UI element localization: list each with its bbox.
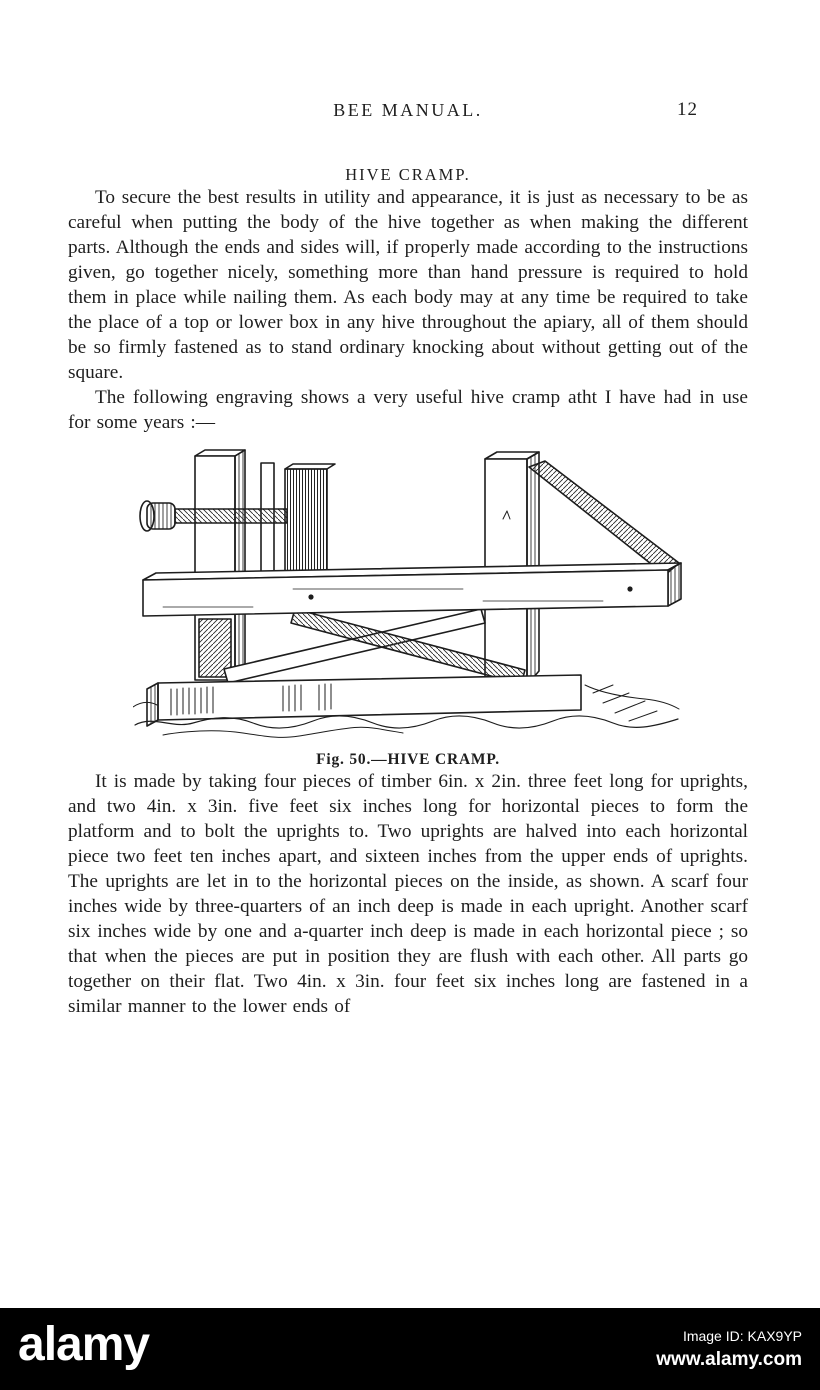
hive-cramp-engraving-illustration [133, 449, 683, 741]
watermark-meta [656, 1328, 802, 1371]
paragraph-3: It is made by taking four pieces of timber 6in. x 2in. three feet long for uprights, and two 4in. x 3in. five feet six inches long for horizontal pieces to form the platform and to bolt the uprights to. Two uprights are halved into each horizontal piece two feet ten inches apart, and sixteen inches from the upper ends of uprights. The uprights are let in to the horizontal pieces on the inside, as shown. A scarf four inches wide by three-quarters of an inch deep is made in each upright. Another scarf six inches wide by one and a-quarter inch deep is made in each horizontal piece ; so that when the pieces are put in position they are flush with each other. All parts go together on their flat. Two 4in. x 3in. four feet six inches long are fastened in a similar manner to the lower ends of [68, 771, 748, 1017]
section-heading: HIVE CRAMP. [345, 165, 471, 184]
paragraph-1: To secure the best results in utility and appearance, it is just as necessary to be as careful when putting the body of the hive together as when making the different parts. Although the ends and sides will, if properly made according to the instructions given, go together nicely, something more than hand pressure is required to hold them in place while nailing them. As each body may at any time be required to take the place of a top or lower box in any hive throughout the apiary, all of them should be so firmly fastened as to stand ordinary knocking about without getting out of the square. [68, 187, 748, 383]
page-number: 12 [677, 99, 698, 120]
running-header [68, 100, 748, 121]
figure-caption: Fig. 50.—HIVE CRAMP. [316, 751, 500, 768]
alamy-logo: alamy [18, 1318, 150, 1371]
image-id: Image ID: KAX9YP [682, 1327, 802, 1344]
book-title: BEE MANUAL. [333, 100, 483, 120]
alamy-url: www.alamy.com [656, 1348, 802, 1370]
paragraph-2: The following engraving shows a very useful hive cramp atht I have had in use for some years :— [68, 387, 748, 433]
watermark-bar [0, 1308, 820, 1390]
page-content [68, 100, 748, 1019]
figure-hive-cramp [128, 449, 688, 769]
